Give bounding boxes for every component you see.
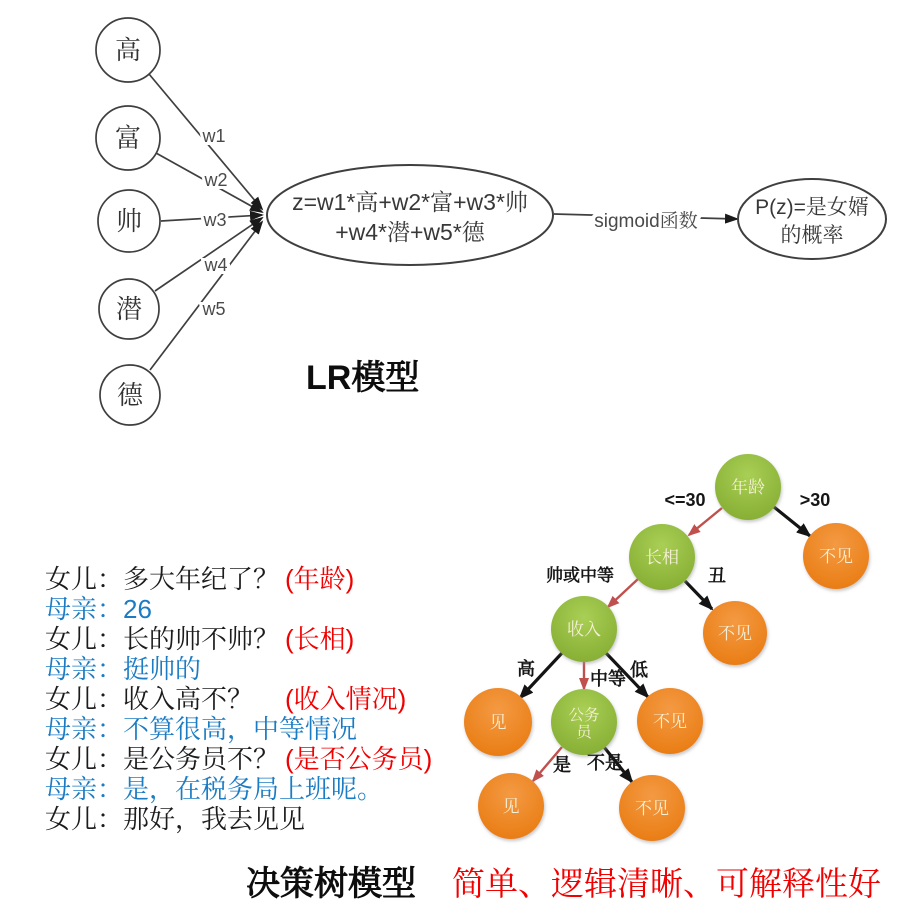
edge-w5 <box>150 222 262 370</box>
input-label-rich: 富 <box>114 123 142 153</box>
dialogue-line <box>45 772 432 802</box>
dialogue-annotation: (长相) <box>285 623 355 654</box>
leaf-meet-1-label: 见 <box>489 713 507 732</box>
edge-label-low: 低 <box>630 660 648 680</box>
node-age-label: 年龄 <box>731 478 765 497</box>
leaf-no-meet-4-label: 不见 <box>635 799 669 818</box>
output-node <box>738 179 886 259</box>
weight-label-w4: w4 <box>204 255 228 275</box>
weight-label-w2: w2 <box>204 170 228 190</box>
node-income-label: 收入 <box>567 620 601 639</box>
dialogue-annotation: (收入情况) <box>285 683 407 714</box>
leaf-no-meet-1-label: 不见 <box>819 547 853 566</box>
input-nodes <box>96 18 160 425</box>
dialogue-text: 女儿：收入高不？ <box>45 683 254 714</box>
dialogue-line <box>45 742 432 772</box>
weight-label-w5: w5 <box>202 299 226 319</box>
input-label-tall: 高 <box>114 35 142 65</box>
sigmoid-arrow-label: sigmoid函数 <box>594 211 698 232</box>
dialogue-text: 女儿：多大年纪了？ <box>45 563 280 594</box>
dialogue-line <box>45 652 432 682</box>
dialogue-line <box>45 682 432 712</box>
edge-label-yes: 是 <box>553 755 571 775</box>
dialogue-text: 母亲：挺帅的 <box>45 653 202 684</box>
dialogue-line <box>45 622 432 652</box>
weight-label-w1: w1 <box>202 126 226 146</box>
weight-labels <box>201 126 227 319</box>
input-label-potential: 潜 <box>115 294 143 324</box>
input-label-virtue: 德 <box>116 380 144 410</box>
dialogue-text: 女儿：是公务员不？ <box>45 743 280 774</box>
edge-label-high: 高 <box>517 659 535 679</box>
leaf-no-meet-2-label: 不见 <box>718 624 752 643</box>
dialogue-line <box>45 592 432 622</box>
edge-label-medium: 中等 <box>590 669 626 689</box>
dialogue-text: 母亲：26 <box>45 593 152 624</box>
dialogue-line <box>45 562 432 592</box>
dialogue-text: 母亲：是，在税务局上班呢。 <box>45 773 384 804</box>
edge-label-ugly: 丑 <box>708 566 726 586</box>
dialogue <box>45 562 432 832</box>
edge-label-no: 不是 <box>587 753 623 773</box>
sum-node <box>267 165 553 265</box>
lr-diagram <box>0 0 920 445</box>
edge-age-looks <box>689 508 722 535</box>
output-node-line2: 的概率 <box>780 224 844 247</box>
edge-label-le30: <=30 <box>664 490 706 510</box>
edge-label-gt30: >30 <box>799 490 831 510</box>
lr-model-title: LR模型 <box>306 359 420 397</box>
leaf-no-meet-3-label: 不见 <box>653 712 687 731</box>
edge-age-nomeet <box>774 507 810 536</box>
output-node-line1: P(z)=是女婿 <box>755 196 869 219</box>
node-civil-label2: 员 <box>576 724 592 741</box>
weight-label-w3: w3 <box>203 210 227 230</box>
decision-tree-caption: 简单、逻辑清晰、可解释性好 <box>452 865 881 902</box>
dialogue-annotation: (年龄) <box>285 563 355 594</box>
edge-label-handsome: 帅或中等 <box>546 566 614 585</box>
decision-tree-title: 决策树模型 <box>246 865 416 903</box>
sum-node-line2: +w4*潜+w5*德 <box>335 219 485 245</box>
dialogue-line <box>45 712 432 742</box>
sum-node-line1: z=w1*高+w2*富+w3*帅 <box>292 189 528 215</box>
input-label-handsome: 帅 <box>115 206 143 236</box>
dialogue-text: 母亲：不算很高，中等情况 <box>45 713 358 744</box>
leaf-meet-2-label: 见 <box>502 797 520 816</box>
dialogue-text: 女儿：那好，我去见见 <box>45 803 306 834</box>
node-civil-label1: 公务 <box>568 707 600 724</box>
node-looks-label: 长相 <box>645 548 679 567</box>
dialogue-annotation: (是否公务员) <box>285 743 433 774</box>
dialogue-line <box>45 802 432 832</box>
dialogue-text: 女儿：长的帅不帅？ <box>45 623 280 654</box>
decision-tree-diagram <box>440 430 920 860</box>
